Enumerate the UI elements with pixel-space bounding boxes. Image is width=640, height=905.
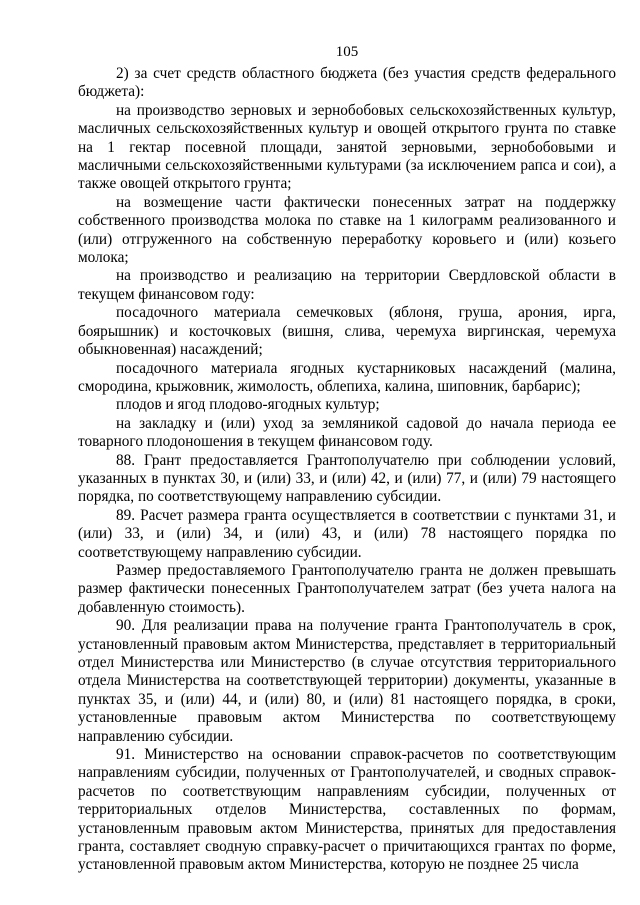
paragraph-91: 91. Министерство на основании справок-расчетов по соответствующим направлениям субсидии, полученных от Грантополучателей, и сводных справок-расчетов по соответствующим направлениям субсидии, полученных от территориальных отделов Министерства, составленных по формам, установленным правовым актом Министерства, принятых для предоставления гранта, составляет сводную справку-расчет о причитающихся грантах по форме, установленной правовым актом Министерства, которую не позднее 25 числа xyxy=(78,746,616,874)
paragraph-grant-limit: Размер предоставляемого Грантополучателю гранта не должен превышать размер фактически понесенных Грантополучателем затрат (без учета налога на добавленную стоимость). xyxy=(78,561,616,616)
paragraph-subitem-2: 2) за счет средств областного бюджета (без участия средств федерального бюджета): xyxy=(78,65,616,101)
paragraph-pome-stone-fruit: посадочного материала семечковых (яблоня, груша, арония, ирга, боярышник) и косточковых (вишня, слива, черемуха виргинская, черемуха обыкновенная) насаждений; xyxy=(78,304,616,359)
page-number: 105 xyxy=(335,44,359,60)
paragraph-sverdlovsk-production: на производство и реализацию на территории Свердловской области в текущем финансовом году: xyxy=(78,267,616,303)
paragraph-89: 89. Расчет размера гранта осуществляется в соответствии с пунктами 31, и (или) 33, и (или) 34, и (или) 43, и (или) 78 настоящего порядка по соответствующему направлению субсидии. xyxy=(78,506,616,561)
paragraph-grain-crops: на производство зерновых и зернобобовых сельскохозяйственных культур, масличных сельскохозяйственных культур и овощей открытого грунта по ставке на 1 гектар посевной площади, занятой зерновыми, зернобобовыми и масличными сельскохозяйственными культурами (за исключением рапса и сои), а также овощей открытого грунта; xyxy=(78,101,616,193)
document-body xyxy=(78,65,616,875)
paragraph-88: 88. Грант предоставляется Грантополучателю при соблюдении условий, указанных в пунктах 30, и (или) 33, и (или) 42, и (или) 77, и (или) 79 настоящего порядка, по соответствующему направлению субсидии. xyxy=(78,451,616,506)
paragraph-berry-shrubs: посадочного материала ягодных кустарниковых насаждений (малина, смородина, крыжовник, жимолость, облепиха, калина, шиповник, барбарис); xyxy=(78,359,616,395)
paragraph-90: 90. Для реализации права на получение гранта Грантополучатель в срок, установленный правовым актом Министерства, представляет в территориальный отдел Министерства или Министерство (в случае отсутствия территориального отдела Министерства на соответствующей территории) документы, указанные в пунктах 35, и (или) 44, и (или) 80, и (или) 81 настоящего порядка, в сроки, установленные правовым актом Министерства по соответствующему направлению субсидии. xyxy=(78,617,616,745)
paragraph-strawberry: на закладку и (или) уход за земляникой садовой до начала периода ее товарного плодоношения в текущем финансовом году. xyxy=(78,414,616,451)
paragraph-fruits-berries: плодов и ягод плодово-ягодных культур; xyxy=(116,396,380,414)
paragraph-milk-production: на возмещение части фактически понесенных затрат на поддержку собственного производства молока по ставке на 1 килограмм реализованного и (или) отгруженного на собственную переработку коровьего и (или) козьего молока; xyxy=(78,193,616,267)
